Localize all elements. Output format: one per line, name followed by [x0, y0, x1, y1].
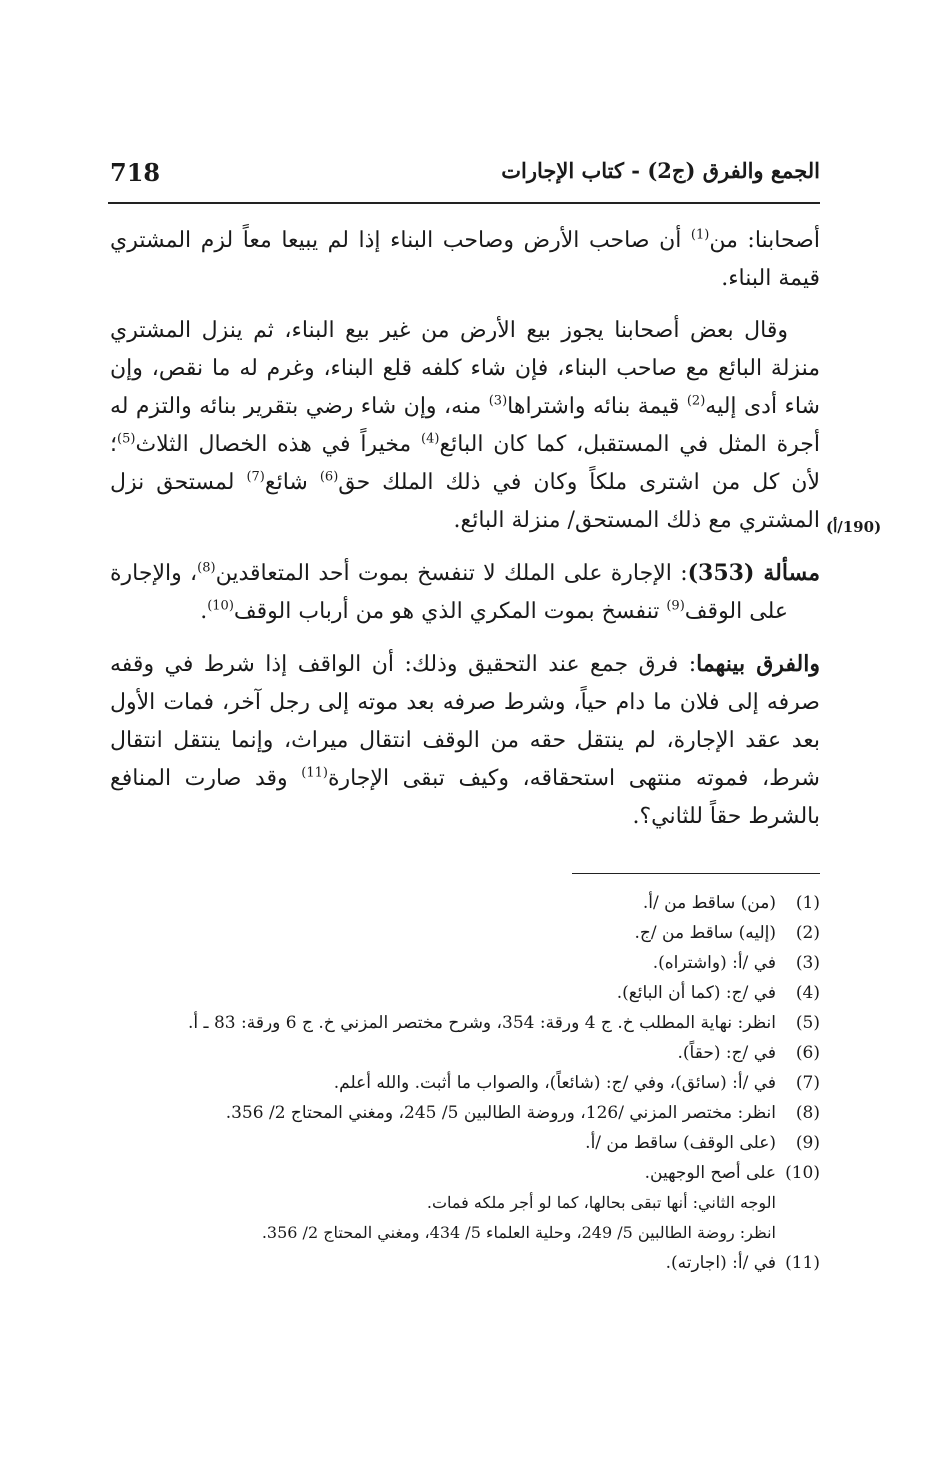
footnote-ref: (1) [690, 227, 710, 243]
footnote-ref: (10) [207, 598, 234, 614]
paragraph-difference: والفرق بينهما: فرق جمع عند التحقيق وذلك: أن الواقف إذا شرط في وقفه صرفه إلى فلان ما دام حياً، وشرط صرفه بعد موته إلى رجل آخر، فمات الأول بعد عقد الإجارة، لم ينتقل حقه من الوقف انتقال ميراث، وإنما ينتقل انتقال شرط، فموته منتهى استحقاقه، وكيف تبقى الإجارة$^{(11)}$ وقد صارت المنافع بالشرط حقاً للثاني؟. [110, 651, 820, 829]
paragraph-1: أصحابنا: من$^{(1)}$ أن صاحب الأرض وصاحب البناء إذا لم يبيعا معاً لزم المشتري قيمة البناء. [110, 227, 820, 291]
footnotes [110, 888, 820, 1278]
footnote-ref: (3) [488, 393, 508, 409]
footnote-ref: (5) [117, 431, 136, 447]
masala-heading: مسألة (353) [687, 560, 820, 586]
running-title: الجمع والفرق (ج2) - كتاب الإجارات [501, 158, 820, 183]
footnote-ref: (6) [319, 469, 339, 485]
footnote-rule [572, 873, 820, 874]
main-text [110, 222, 820, 836]
footnote-ref: (4) [421, 431, 440, 447]
footnote-item: (3) في /أ: (واشتراه). [652, 953, 820, 973]
footnote-item: (1) (من) ساقط من /أ. [642, 893, 820, 913]
footnote-item: (2) (إليه) ساقط من /ج. [634, 923, 820, 943]
footnote-ref: (2) [686, 393, 706, 409]
footnote-continuation: الوجه الثاني: أنها تبقى بحالها، كما لو أجر ملكه فمات. [426, 1193, 776, 1212]
footnote-item: (6) في /ج: (حقاً). [677, 1043, 820, 1063]
footnote-continuation: انظر: روضة الطالبين 5/ 249، وحلية العلماء 5/ 434، ومغني المحتاج 2/ 356. [261, 1223, 776, 1242]
footnote-item: (7) في /أ: (سائق)، وفي /ج: (شائعاً)، والصواب ما أثبت. والله أعلم. [333, 1073, 820, 1093]
footnote-ref: (8) [197, 560, 216, 576]
manuscript-folio-note: (190/أ) [826, 518, 882, 536]
header-rule [108, 202, 820, 204]
footnote-item: (5) انظر: نهاية المطلب خ. ج 4 ورقة: 354، وشرح مختصر المزني خ. ج 6 ورقة: 83 ـ أ. [188, 1013, 820, 1033]
footnote-item: (8) انظر: مختصر المزني /126، وروضة الطالبين 5/ 245، ومغني المحتاج 2/ 356. [225, 1103, 820, 1123]
footnote-ref: (11) [301, 765, 328, 781]
footnote-item: (11) في /أ: (اجارته). [665, 1253, 820, 1273]
footnote-ref: (7) [246, 469, 265, 485]
paragraph-masala-353: مسألة (353): الإجارة على الملك لا تنفسخ بموت أحد المتعاقدين$^{(8)}$، والإجارة على الوقف$^{(9)}$ تنفسخ بموت المكري الذي هو من أرباب الوقف$^{(10)}$. [110, 560, 820, 624]
difference-heading: والفرق بينهما [696, 651, 820, 677]
footnote-item: (4) في /ج: (كما أن البائع). [616, 983, 820, 1003]
paragraph-2: وقال بعض أصحابنا يجوز بيع الأرض من غير بيع البناء، ثم ينزل المشتري منزلة البائع مع صاحب البناء، فإن شاء كلفه قلع البناء، وغرم له ما نقص، وإن شاء أدى إليه$^{(2)}$ قيمة بنائه واشتراها$^{(3)}$ منه، وإن شاء رضي بتقرير بنائه والتزم له أجرة المثل في المستقبل، كما كان البائع$^{(4)}$ مخيراً في هذه الخصال الثلاث$^{(5)}$؛ لأن كل من اشترى ملكاً وكان في ذلك الملك حق$^{(6)}$ شائع$^{(7)}$ لمستحق نزل المشتري مع ذلك المستحق/ منزلة البائع. [110, 318, 821, 533]
footnote-item: (10) على أصح الوجهين. [644, 1163, 820, 1183]
page-number: 718 [110, 158, 161, 187]
footnote-item: (9) (على الوقف) ساقط من /أ. [585, 1133, 820, 1153]
footnote-ref: (9) [666, 598, 685, 614]
page-header [110, 158, 820, 198]
